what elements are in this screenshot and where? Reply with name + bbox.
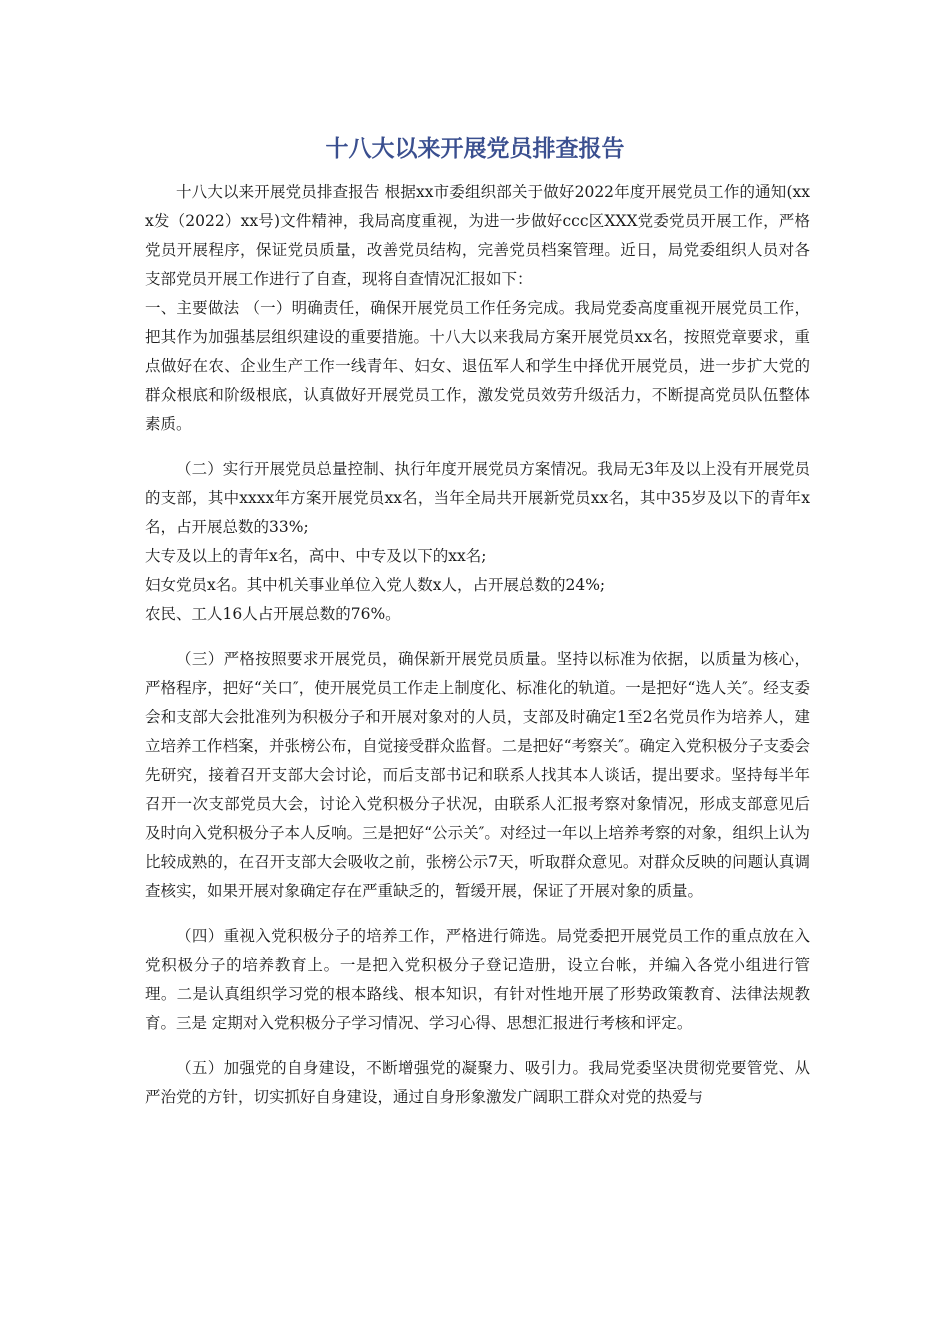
section-2-line-workers: 农民、工人16人占开展总数的76%。 <box>145 605 401 623</box>
document-body <box>145 178 810 1112</box>
section-2-line-youth: 大专及以上的青年x名，高中、中专及以下的xx名; <box>145 547 487 565</box>
section-5-paragraph: （五）加强党的自身建设，不断增强党的凝聚力、吸引力。我局党委坚决贯彻党要管党、从严治党的方针，切实抓好自身建设，通过自身形象激发广阔职工群众对党的热爱与 <box>145 1059 810 1106</box>
section-3-paragraph: （三）严格按照要求开展党员，确保新开展党员质量。坚持以标准为依据，以质量为核心，严格程序，把好“关口″，使开展党员工作走上制度化、标准化的轨道。一是把好“选人关″。经支委会和支部大会批准列为积极分子和开展对象对的人员，支部及时确定1至2名党员作为培养人，建立培养工作档案，并张榜公布，自觉接受群众监督。二是把好“考察关″。确定入党积极分子支委会先研究，接着召开支部大会讨论，而后支部书记和联系人找其本人谈话，提出要求。坚持每半年召开一次支部党员大会，讨论入党积极分子状况，由联系人汇报考察对象情况，形成支部意见后及时向入党积极分子本人反响。三是把好“公示关″。对经过一年以上培养考察的对象，组织上认为比较成熟的，在召开支部大会吸收之前，张榜公示7天，听取群众意见。对群众反映的问题认真调查核实，如果开展对象确定存在严重缺乏的，暂缓开展，保证了开展对象的质量。 <box>145 650 810 900</box>
section-2-paragraph: （二）实行开展党员总量控制、执行年度开展党员方案情况。我局无3年及以上没有开展党员的支部，其中xxxx年方案开展党员xx名，当年全局共开展新党员xx名，其中35岁及以下的青年x名，占开展总数的33%; <box>145 460 810 536</box>
section-2-line-women: 妇女党员x名。其中机关事业单位入党人数x人，占开展总数的24%; <box>145 576 606 594</box>
intro-paragraph: 十八大以来开展党员排查报告 根据xx市委组织部关于做好2022年度开展党员工作的通知(xxx发（2022）xx号)文件精神，我局高度重视，为进一步做好ccc区XXX党委党员开展工作，严格党员开展程序，保证党员质量，改善党员结构，完善党员档案管理。近日，局党委组织人员对各支部党员开展工作进行了自查，现将自查情况汇报如下： <box>145 183 810 288</box>
document-title: 十八大以来开展党员排查报告 <box>325 136 625 162</box>
section-4-paragraph: （四）重视入党积极分子的培养工作，严格进行筛选。局党委把开展党员工作的重点放在入党积极分子的培养教育上。一是把入党积极分子登记造册，设立台帐，并编入各党小组进行管理。二是认真组织学习党的根本路线、根本知识，有针对性地开展了形势政策教育、法律法规教育。三是 定期对入党积极分子学习情况、学习心得、思想汇报进行考核和评定。 <box>145 927 810 1032</box>
section-1-paragraph: 一、主要做法 （一）明确责任，确保开展党员工作任务完成。我局党委高度重视开展党员工作，把其作为加强基层组织建设的重要措施。十八大以来我局方案开展党员xx名，按照党章要求，重点做好在农、企业生产工作一线青年、妇女、退伍军人和学生中择优开展党员，进一步扩大党的群众根底和阶级根底，认真做好开展党员工作，激发党员效劳升级活力，不断提高党员队伍整体素质。 <box>145 299 810 433</box>
